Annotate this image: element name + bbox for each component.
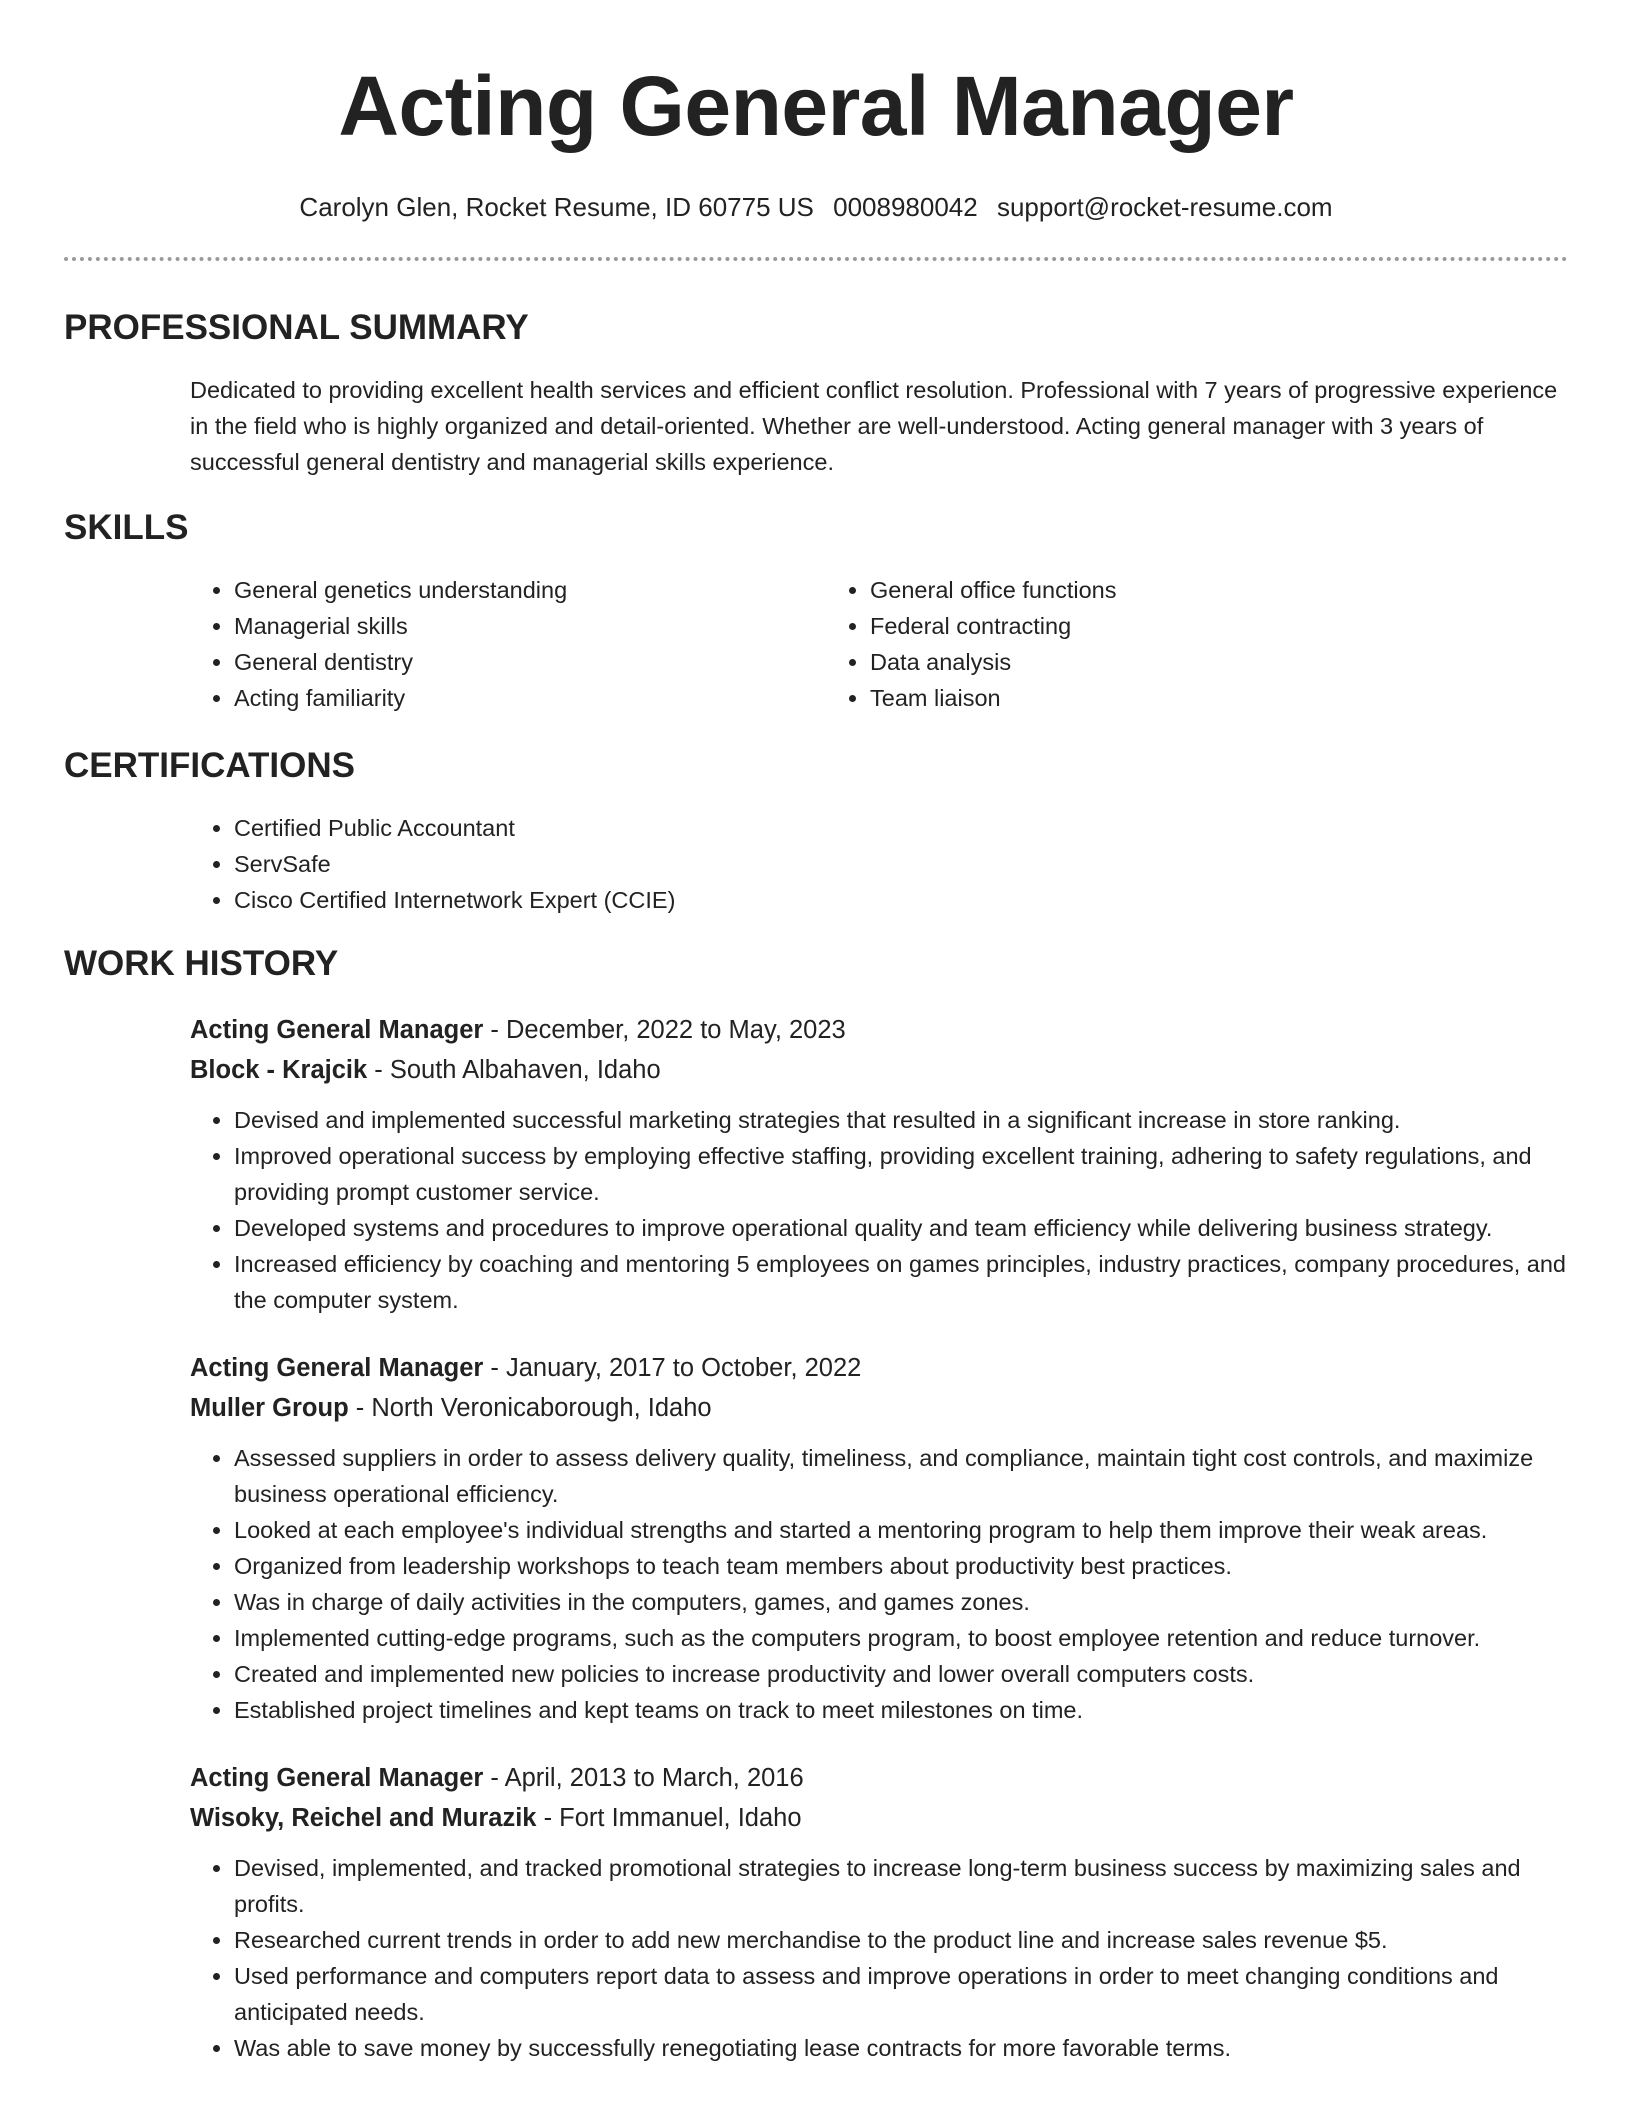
job-title: Acting General Manager: [190, 1016, 484, 1044]
job-company-line: [190, 1798, 1568, 1838]
job-bullet: • Devised, implemented, and tracked promotional strategies to increase long-term business success by maximizing sales and profits.: [234, 1850, 1568, 1922]
job-dates: - January, 2017 to October, 2022: [483, 1354, 862, 1382]
job-bullet: • Assessed suppliers in order to assess delivery quality, timeliness, and compliance, maintain tight cost controls, and maximize business operational efficiency.: [234, 1440, 1568, 1512]
job-entry-3: [190, 1758, 1568, 2066]
skills-heading: SKILLS: [64, 508, 189, 547]
certifications-list: [190, 810, 1568, 918]
job-location: - Fort Immanuel, Idaho: [536, 1804, 802, 1832]
skill-item: • Acting familiarity: [234, 680, 826, 716]
job-bullet: • Improved operational success by employing effective staffing, providing excellent training, adhering to safety regulations, and providing prompt customer service.: [234, 1138, 1568, 1210]
job-bullet: • Looked at each employee's individual strengths and started a mentoring program to help them improve their weak areas.: [234, 1512, 1568, 1548]
job-title-line: [190, 1758, 1568, 1798]
skill-item: • Data analysis: [870, 644, 1462, 680]
contact-email: support@rocket-resume.com: [996, 192, 1333, 222]
skill-item: • General dentistry: [234, 644, 826, 680]
job-company-line: [190, 1388, 1568, 1428]
job-dates: - April, 2013 to March, 2016: [483, 1764, 804, 1792]
job-bullet: • Was in charge of daily activities in the computers, games, and games zones.: [234, 1584, 1568, 1620]
job-bullet: • Developed systems and procedures to improve operational quality and team efficiency while delivering business strategy.: [234, 1210, 1568, 1246]
header-divider: [64, 257, 1568, 261]
skill-item: • General office functions: [870, 572, 1462, 608]
certification-item: • Cisco Certified Internetwork Expert (CCIE): [234, 882, 1568, 918]
skills-list-right: [826, 572, 1462, 716]
job-bullets: [190, 1850, 1568, 2066]
job-title-line: [190, 1348, 1568, 1388]
job-entry-2: [190, 1348, 1568, 1728]
summary-text: Dedicated to providing excellent health services and efficient conflict resolution. Professional with 7 years of progressive experience in the field who is highly organized and detail-oriented. Whether are well-understood. Acting general manager with 3 years of successful general dentistry and managerial skills experience.: [190, 377, 1558, 475]
job-bullet: • Implemented cutting-edge programs, such as the computers program, to boost employee retention and reduce turnover.: [234, 1620, 1568, 1656]
contact-address: Carolyn Glen, Rocket Resume, ID 60775 US: [299, 192, 814, 222]
job-company-line: [190, 1050, 1568, 1090]
job-title: Acting General Manager: [190, 1354, 484, 1382]
job-bullet: • Increased efficiency by coaching and mentoring 5 employees on games principles, industry practices, company procedures, and the computer system.: [234, 1246, 1568, 1318]
contact-phone: 0008980042: [833, 192, 978, 222]
skills-grid: [190, 572, 1568, 716]
job-bullet: • Created and implemented new policies to increase productivity and lower overall computers costs.: [234, 1656, 1568, 1692]
skill-item: • Managerial skills: [234, 608, 826, 644]
certifications-heading: CERTIFICATIONS: [64, 746, 356, 785]
job-location: - North Veronicaborough, Idaho: [348, 1394, 712, 1422]
job-bullets: [190, 1440, 1568, 1728]
job-company: Muller Group: [190, 1394, 349, 1422]
job-company: Block - Krajcik: [190, 1056, 368, 1084]
job-bullet: • Was able to save money by successfully renegotiating lease contracts for more favorable terms.: [234, 2030, 1568, 2066]
skill-item: • Team liaison: [870, 680, 1462, 716]
job-title: Acting General Manager: [190, 1764, 484, 1792]
job-entry-1: [190, 1010, 1568, 1318]
skill-item: • Federal contracting: [870, 608, 1462, 644]
skill-item: • General genetics understanding: [234, 572, 826, 608]
job-company: Wisoky, Reichel and Murazik: [190, 1804, 537, 1832]
job-bullet: • Devised and implemented successful marketing strategies that resulted in a significant increase in store ranking.: [234, 1102, 1568, 1138]
resume-title: Acting General Manager: [338, 59, 1294, 153]
work-history-heading: WORK HISTORY: [64, 944, 339, 983]
summary-heading: PROFESSIONAL SUMMARY: [64, 308, 529, 347]
job-bullet: • Researched current trends in order to add new merchandise to the product line and increase sales revenue $5.: [234, 1922, 1568, 1958]
contact-line: [64, 190, 1568, 224]
certification-item: • ServSafe: [234, 846, 1568, 882]
skills-list-left: [190, 572, 826, 716]
job-title-line: [190, 1010, 1568, 1050]
job-dates: - December, 2022 to May, 2023: [483, 1016, 846, 1044]
job-location: - South Albahaven, Idaho: [367, 1056, 661, 1084]
job-bullets: [190, 1102, 1568, 1318]
job-bullet: • Organized from leadership workshops to teach team members about productivity best practices.: [234, 1548, 1568, 1584]
job-bullet: • Used performance and computers report data to assess and improve operations in order to meet changing conditions and anticipated needs.: [234, 1958, 1568, 2030]
certification-item: • Certified Public Accountant: [234, 810, 1568, 846]
job-bullet: • Established project timelines and kept teams on track to meet milestones on time.: [234, 1692, 1568, 1728]
